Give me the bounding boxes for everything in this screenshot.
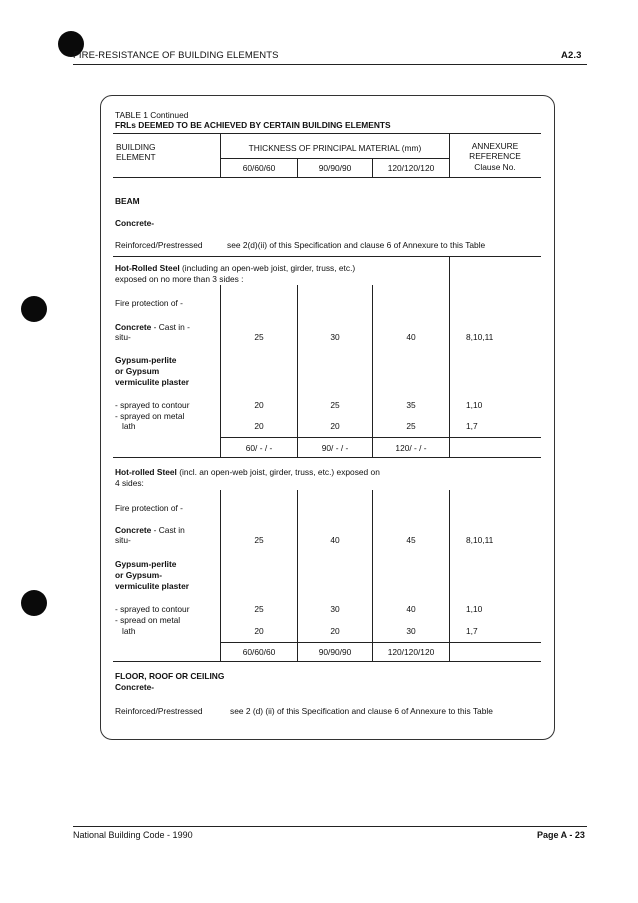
steel3-concrete-val-120: 40 (406, 332, 416, 342)
steel4-concrete-rest: - Cast in (151, 525, 185, 535)
steel4-metal-label-l1: - spread on metal (115, 615, 181, 625)
beam-reinforced-label: Reinforced/Prestressed (115, 240, 203, 250)
floor-concrete-label: Concrete- (115, 682, 155, 692)
steel4-metal-val-120: 30 (406, 626, 416, 636)
steel4-metal-val-60: 20 (254, 626, 264, 636)
thickness-sub-rule (220, 158, 449, 159)
steel4-concrete-label: Concrete (115, 525, 152, 535)
steel4-concrete-ref: 8,10,11 (466, 535, 494, 545)
header-bottom-rule (113, 177, 541, 178)
steel3-concrete-val-90: 30 (330, 332, 340, 342)
steel4-sprayed-val-90: 30 (330, 604, 340, 614)
beam-heading: BEAM (115, 196, 140, 206)
steel3-sprayed-val-60: 20 (254, 400, 264, 410)
steel4-heading (115, 467, 380, 478)
steel4-frl-rule (220, 642, 541, 643)
steel4-concrete-l1 (115, 525, 185, 536)
steel3-sprayed-label: - sprayed to contour (115, 400, 190, 410)
steel3-metal-val-90: 20 (330, 421, 340, 431)
steel4-sprayed-ref: 1,10 (466, 604, 483, 614)
header-rule (73, 64, 587, 65)
steel3-concrete-ref: 8,10,11 (466, 332, 494, 342)
steel3-concrete-l2: situ- (115, 332, 131, 342)
col-thickness: THICKNESS OF PRINCIPAL MATERIAL (mm) (248, 143, 422, 153)
steel3-concrete-val-60: 25 (254, 332, 264, 342)
steel4-fire-protection: Fire protection of - (115, 503, 183, 513)
steel3-col-divider (449, 256, 450, 457)
header-col-divider (297, 158, 298, 177)
steel4-gypsum-l2: or Gypsum- (115, 570, 162, 580)
frl-header-120: 120/120/120 (387, 163, 435, 173)
steel4-sprayed-label: - sprayed to contour (115, 604, 190, 614)
steel4-metal-ref: 1,7 (466, 626, 478, 636)
steel4-concrete-val-60: 25 (254, 535, 264, 545)
running-title: FIRE-RESISTANCE OF BUILDING ELEMENTS (73, 50, 279, 61)
steel4-concrete-val-120: 45 (406, 535, 416, 545)
steel3-sprayed-ref: 1,10 (466, 400, 483, 410)
binder-hole (21, 590, 47, 616)
header-top-rule (113, 133, 541, 134)
frl-header-60: 60/60/60 (242, 163, 276, 173)
steel4-heading-bold: Hot-rolled Steel (115, 467, 177, 477)
steel3-metal-ref: 1,7 (466, 421, 478, 431)
col-annexure-l2: REFERENCE (469, 151, 521, 161)
steel3-gypsum-l1: Gypsum-perlite (115, 355, 177, 365)
header-col-divider (372, 158, 373, 177)
col-annexure-l1: ANNEXURE (471, 141, 519, 151)
steel4-frl-120: 120/120/120 (387, 647, 435, 657)
steel4-sprayed-val-60: 25 (254, 604, 264, 614)
steel3-heading-line2: exposed on no more than 3 sides : (115, 274, 244, 284)
page-code: A2.3 (561, 50, 582, 61)
footer-left: National Building Code - 1990 (73, 830, 193, 840)
footer-page-number: Page A - 23 (537, 830, 585, 840)
steel4-frl-90: 90/90/90 (318, 647, 352, 657)
floor-reinforced-note: see 2 (d) (ii) of this Specification and clause 6 of Annexure to this Table (230, 706, 493, 716)
beam-reinforced-note: see 2(d)(ii) of this Specification and clause 6 of Annexure to this Table (227, 240, 486, 250)
steel4-metal-label-l2: lath (122, 626, 136, 636)
steel4-heading-rest: (incl. an open-web joist, girder, truss, etc.) exposed on (179, 467, 380, 477)
floor-reinforced-label: Reinforced/Prestressed (115, 706, 203, 716)
steel3-frl-rule (220, 437, 541, 438)
steel3-gypsum-l2: or Gypsum (115, 366, 160, 376)
frl-header-90: 90/90/90 (318, 163, 352, 173)
header-col-divider (449, 133, 450, 177)
steel3-heading (115, 263, 355, 274)
steel4-gypsum-l1: Gypsum-perlite (115, 559, 177, 569)
binder-hole (21, 296, 47, 322)
steel4-heading-line2: 4 sides: (115, 478, 144, 488)
footer-rule (73, 826, 587, 827)
section-rule (113, 457, 541, 458)
steel4-frl-60: 60/60/60 (242, 647, 276, 657)
steel4-col-divider (449, 490, 450, 661)
col-annexure-l3: Clause No. (474, 162, 516, 172)
steel3-concrete-l1 (115, 322, 190, 333)
steel3-frl-90: 90/ - / - (321, 443, 349, 453)
steel3-fire-protection: Fire protection of - (115, 298, 183, 308)
steel3-frl-60: 60/ - / - (245, 443, 273, 453)
header-col-divider (220, 133, 221, 177)
beam-concrete-label: Concrete- (115, 218, 155, 228)
steel3-sprayed-val-120: 35 (406, 400, 416, 410)
section-rule (113, 661, 541, 662)
table-caption: TABLE 1 Continued (115, 110, 189, 120)
steel3-frl-120: 120/ - / - (395, 443, 427, 453)
table-title: FRLs DEEMED TO BE ACHIEVED BY CERTAIN BUILDING ELEMENTS (115, 120, 391, 130)
col-building-element-l1: BUILDING (116, 142, 156, 152)
steel4-gypsum-l3: vermiculite plaster (115, 581, 190, 591)
steel3-concrete-label: Concrete (115, 322, 152, 332)
col-building-element-l2: ELEMENT (116, 152, 156, 162)
steel3-metal-val-120: 25 (406, 421, 416, 431)
steel3-gypsum-l3: vermiculite plaster (115, 377, 190, 387)
steel4-metal-val-90: 20 (330, 626, 340, 636)
steel3-sprayed-val-90: 25 (330, 400, 340, 410)
steel3-concrete-rest: - Cast in - (151, 322, 190, 332)
section-rule (113, 256, 541, 257)
steel3-heading-rest: (including an open-web joist, girder, truss, etc.) (182, 263, 356, 273)
steel4-concrete-val-90: 40 (330, 535, 340, 545)
steel3-metal-val-60: 20 (254, 421, 264, 431)
steel4-sprayed-val-120: 40 (406, 604, 416, 614)
steel3-metal-label-l2: lath (122, 421, 136, 431)
steel3-metal-label-l1: - sprayed on metal (115, 411, 185, 421)
steel3-heading-bold: Hot-Rolled Steel (115, 263, 180, 273)
steel4-concrete-l2: situ- (115, 535, 131, 545)
floor-heading: FLOOR, ROOF OR CEILING (115, 671, 225, 681)
